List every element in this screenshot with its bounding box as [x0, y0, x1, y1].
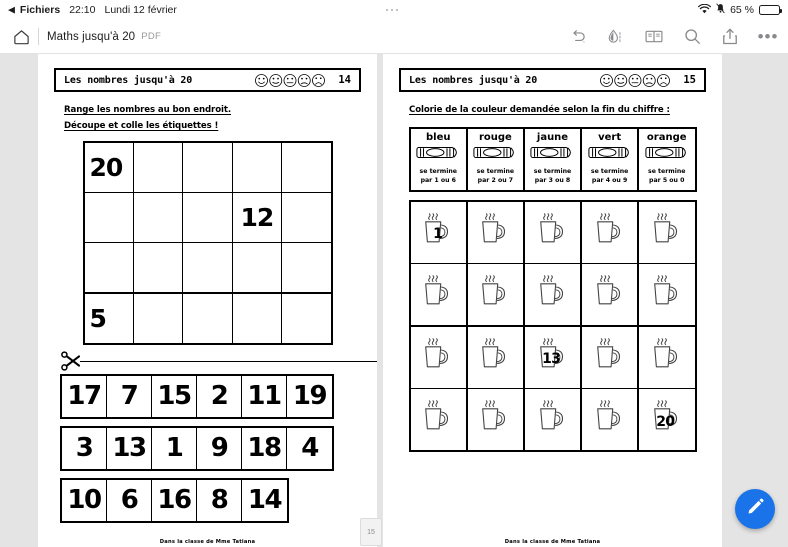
legend-rule-line2: par 3 ou 8: [534, 176, 571, 184]
grid-cell-value: 5: [89, 303, 106, 333]
more-options-button[interactable]: [758, 27, 778, 47]
grid-cell[interactable]: [134, 294, 182, 343]
mug-cell[interactable]: [411, 264, 467, 325]
label-tile-value: 3: [75, 433, 93, 464]
legend-rule-line2: par 5 ou 0: [649, 176, 685, 184]
mug-cell[interactable]: [639, 264, 695, 325]
face-rating-scale-left: [254, 73, 329, 88]
home-icon[interactable]: [6, 24, 36, 50]
legend-entry-bleu: [411, 129, 467, 190]
grid-cell[interactable]: [134, 193, 182, 242]
label-tile[interactable]: [152, 480, 197, 521]
grid-cell[interactable]: [233, 294, 281, 343]
label-tile[interactable]: [197, 376, 242, 417]
mug-cell[interactable]: [468, 389, 524, 450]
mug-cell[interactable]: [582, 389, 638, 450]
mug-cell[interactable]: [582, 202, 638, 263]
label-tile-value: 18: [247, 433, 281, 464]
legend-rule-line1: se termine: [533, 168, 572, 175]
grid-cell[interactable]: [233, 193, 281, 242]
undo-icon[interactable]: [568, 27, 588, 47]
status-bar-dots-icon: [386, 9, 399, 12]
grid-cell[interactable]: [183, 243, 231, 292]
mug-cell[interactable]: [468, 327, 524, 388]
worksheet-title-bar-left: [54, 68, 361, 92]
more-options-label: •••: [757, 26, 779, 46]
steaming-mug-icon: [647, 210, 687, 255]
label-tile-value: 4: [301, 433, 318, 464]
toolbar-divider: [38, 28, 39, 45]
battery-percent-label: 65 %: [730, 4, 754, 16]
share-icon[interactable]: [720, 27, 740, 47]
grid-cell[interactable]: [134, 143, 182, 192]
face-rating-scale-right: [599, 73, 674, 88]
grid-cell[interactable]: [183, 193, 231, 242]
label-tile[interactable]: [242, 376, 287, 417]
label-tile-value: 16: [157, 485, 191, 516]
label-tile-value: 15: [157, 381, 191, 412]
grid-cell[interactable]: [85, 243, 133, 292]
label-strip-row[interactable]: [60, 478, 289, 523]
steaming-mug-icon: [533, 272, 573, 317]
label-tile[interactable]: [107, 428, 152, 469]
label-tile-value: 11: [247, 381, 281, 412]
label-tile-value: 9: [210, 433, 228, 464]
legend-rule-line1: se termine: [419, 168, 457, 175]
two-page-view-icon[interactable]: [644, 27, 664, 47]
label-strip-row[interactable]: [60, 374, 334, 419]
label-tile[interactable]: [287, 428, 332, 469]
legend-color-name: vert: [598, 132, 622, 143]
grid-cell[interactable]: [282, 193, 330, 242]
pencil-icon: [746, 497, 765, 521]
mug-cell[interactable]: [525, 327, 581, 388]
footer-credit: Dans la classe de Mme Tatiana: [504, 538, 601, 545]
legend-color-name: orange: [646, 132, 687, 143]
document-kind-label: PDF: [141, 31, 162, 42]
grid-cell[interactable]: [134, 243, 182, 292]
page-15[interactable]: [383, 54, 722, 547]
label-tile[interactable]: [107, 480, 152, 521]
label-tile-value: 17: [67, 381, 101, 412]
legend-rule-line1: se termine: [476, 168, 515, 175]
worksheet-page-number-left: 14: [338, 74, 351, 86]
grid-cell[interactable]: [183, 143, 231, 192]
steaming-mug-icon: [590, 210, 630, 255]
label-tile-value: 7: [120, 381, 138, 412]
grid-cell-value: 20: [89, 153, 123, 182]
label-tile-value: 10: [67, 485, 101, 516]
worksheet-footer-right: [383, 539, 722, 547]
legend-color-name: jaune: [536, 132, 569, 143]
crayon-icon: [645, 145, 689, 165]
mug-cell[interactable]: [525, 264, 581, 325]
grid-cell[interactable]: [85, 294, 133, 343]
page-thumbnail-label: 15: [367, 528, 375, 536]
legend-color-name: rouge: [478, 132, 512, 143]
mug-cell[interactable]: [582, 327, 638, 388]
mug-cell[interactable]: [411, 202, 467, 263]
steaming-mug-icon: [533, 397, 573, 442]
scissors-icon: [60, 350, 82, 377]
label-strip-row[interactable]: [60, 426, 334, 471]
worksheet-footer-left: [38, 539, 377, 547]
steaming-mug-icon: [533, 210, 573, 255]
label-tile[interactable]: [152, 376, 197, 417]
worksheet-page-number-right: 15: [683, 74, 696, 86]
grid-cell[interactable]: [85, 143, 133, 192]
cut-line-rule: [80, 361, 377, 362]
label-tile[interactable]: [197, 480, 242, 521]
grid-cell[interactable]: [233, 143, 281, 192]
label-tile[interactable]: [107, 376, 152, 417]
crayon-icon: [473, 145, 517, 165]
instructions-left: [54, 105, 361, 131]
label-tile[interactable]: [62, 480, 107, 521]
app-toolbar: [0, 20, 788, 54]
wifi-icon: [698, 4, 711, 17]
cutout-label-strips: [54, 374, 361, 523]
label-tile[interactable]: [197, 428, 242, 469]
mug-cell[interactable]: [525, 389, 581, 450]
legend-rule-line2: par 4 ou 9: [591, 176, 628, 184]
worksheet-title-left: Les nombres jusqu'à 20: [64, 74, 193, 86]
steaming-mug-icon: [475, 397, 515, 442]
instruction-line: Range les nombres au bon endroit.: [64, 105, 232, 115]
footer-credit: Dans la classe de Mme Tatiana: [159, 538, 256, 545]
mug-cell[interactable]: [639, 202, 695, 263]
steaming-mug-icon: [475, 272, 515, 317]
label-tile[interactable]: [152, 428, 197, 469]
legend-rule-line1: se termine: [648, 168, 686, 175]
legend-entry-jaune: [525, 129, 581, 190]
steaming-mug-icon: [475, 335, 515, 380]
instructions-right: [399, 105, 706, 115]
label-tile[interactable]: [242, 480, 287, 521]
worksheet-title-bar-right: [399, 68, 706, 92]
steaming-mug-icon: [590, 397, 630, 442]
mug-cell[interactable]: [582, 264, 638, 325]
mug-cell[interactable]: [411, 389, 467, 450]
grid-cell[interactable]: [282, 294, 330, 343]
document-workspace[interactable]: [0, 54, 788, 547]
mug-cell[interactable]: [468, 202, 524, 263]
label-tile-value: 19: [292, 381, 327, 412]
page-thumbnail-indicator[interactable]: [360, 518, 382, 546]
search-icon[interactable]: [682, 27, 702, 47]
crayon-icon: [588, 145, 632, 165]
grid-cell[interactable]: [282, 243, 330, 292]
worksheet-left: [38, 68, 377, 547]
steaming-mug-icon: [647, 272, 687, 317]
legend-rule-line2: par 2 ou 7: [477, 176, 514, 184]
legend-rule-line1: se termine: [590, 168, 629, 175]
mug-cell-value: 1: [433, 226, 443, 243]
page-14[interactable]: [38, 54, 377, 547]
color-legend-table: [409, 127, 697, 192]
label-tile-value: 6: [120, 485, 138, 516]
steaming-mug-icon: [418, 272, 458, 317]
crayon-icon: [416, 145, 460, 165]
status-bar-date: Lundi 12 février: [104, 4, 177, 16]
steaming-mug-icon: [590, 335, 630, 380]
mug-cell[interactable]: [411, 327, 467, 388]
steaming-mug-icon: [590, 272, 630, 317]
grid-cell[interactable]: [282, 143, 330, 192]
label-tile-value: 2: [210, 381, 228, 412]
bell-mute-icon: [716, 3, 725, 17]
legend-rule-line2: par 1 ou 6: [420, 176, 456, 184]
mug-cell[interactable]: [525, 202, 581, 263]
ink-droplet-icon[interactable]: [606, 27, 626, 47]
label-tile[interactable]: [62, 376, 107, 417]
mug-cell-value: 20: [656, 413, 675, 430]
status-bar-right: [698, 3, 780, 17]
crayon-icon: [530, 145, 574, 165]
grid-cell[interactable]: [183, 294, 231, 343]
mug-coloring-grid[interactable]: [409, 200, 697, 452]
number-placement-grid[interactable]: [83, 141, 333, 345]
label-tile[interactable]: [287, 376, 332, 417]
back-triangle-icon[interactable]: ◀: [8, 4, 15, 14]
label-tile-value: 14: [247, 485, 282, 516]
instruction-line: Découpe et colle les étiquettes !: [64, 121, 219, 131]
instruction-line: Colorie de la couleur demandée selon la fin du chiffre :: [409, 105, 670, 115]
edit-fab-button[interactable]: [735, 489, 775, 529]
steaming-mug-icon: [475, 210, 515, 255]
legend-color-name: bleu: [426, 132, 451, 143]
label-tile-value: 13: [112, 433, 146, 464]
label-tile-value: 1: [165, 433, 183, 464]
workspace-right-rail: [722, 54, 788, 547]
label-tile[interactable]: [242, 428, 287, 469]
steaming-mug-icon: [418, 397, 458, 442]
grid-cell-value: 12: [240, 203, 274, 233]
status-bar-app-label[interactable]: Fichiers: [19, 4, 61, 16]
grid-cell[interactable]: [233, 243, 281, 292]
legend-entry-orange: [639, 129, 695, 190]
battery-icon: [759, 5, 780, 16]
steaming-mug-icon: [418, 335, 458, 380]
steaming-mug-icon: [647, 335, 687, 380]
mug-cell-value: 13: [542, 351, 561, 368]
mug-cell[interactable]: [639, 327, 695, 388]
label-tile-value: 8: [210, 485, 228, 516]
status-bar: [0, 0, 788, 20]
status-bar-left: [8, 4, 177, 16]
legend-entry-vert: [582, 129, 638, 190]
document-title[interactable]: Maths jusqu'à 20: [47, 30, 136, 43]
mug-cell[interactable]: [639, 389, 695, 450]
legend-entry-rouge: [468, 129, 524, 190]
grid-cell[interactable]: [85, 193, 133, 242]
mug-cell[interactable]: [468, 264, 524, 325]
worksheet-right: [383, 68, 722, 547]
label-tile[interactable]: [62, 428, 107, 469]
worksheet-title-right: Les nombres jusqu'à 20: [409, 74, 538, 86]
cut-line: [54, 352, 361, 370]
status-bar-clock: 22:10: [69, 4, 96, 16]
toolbar-actions: [568, 27, 778, 47]
